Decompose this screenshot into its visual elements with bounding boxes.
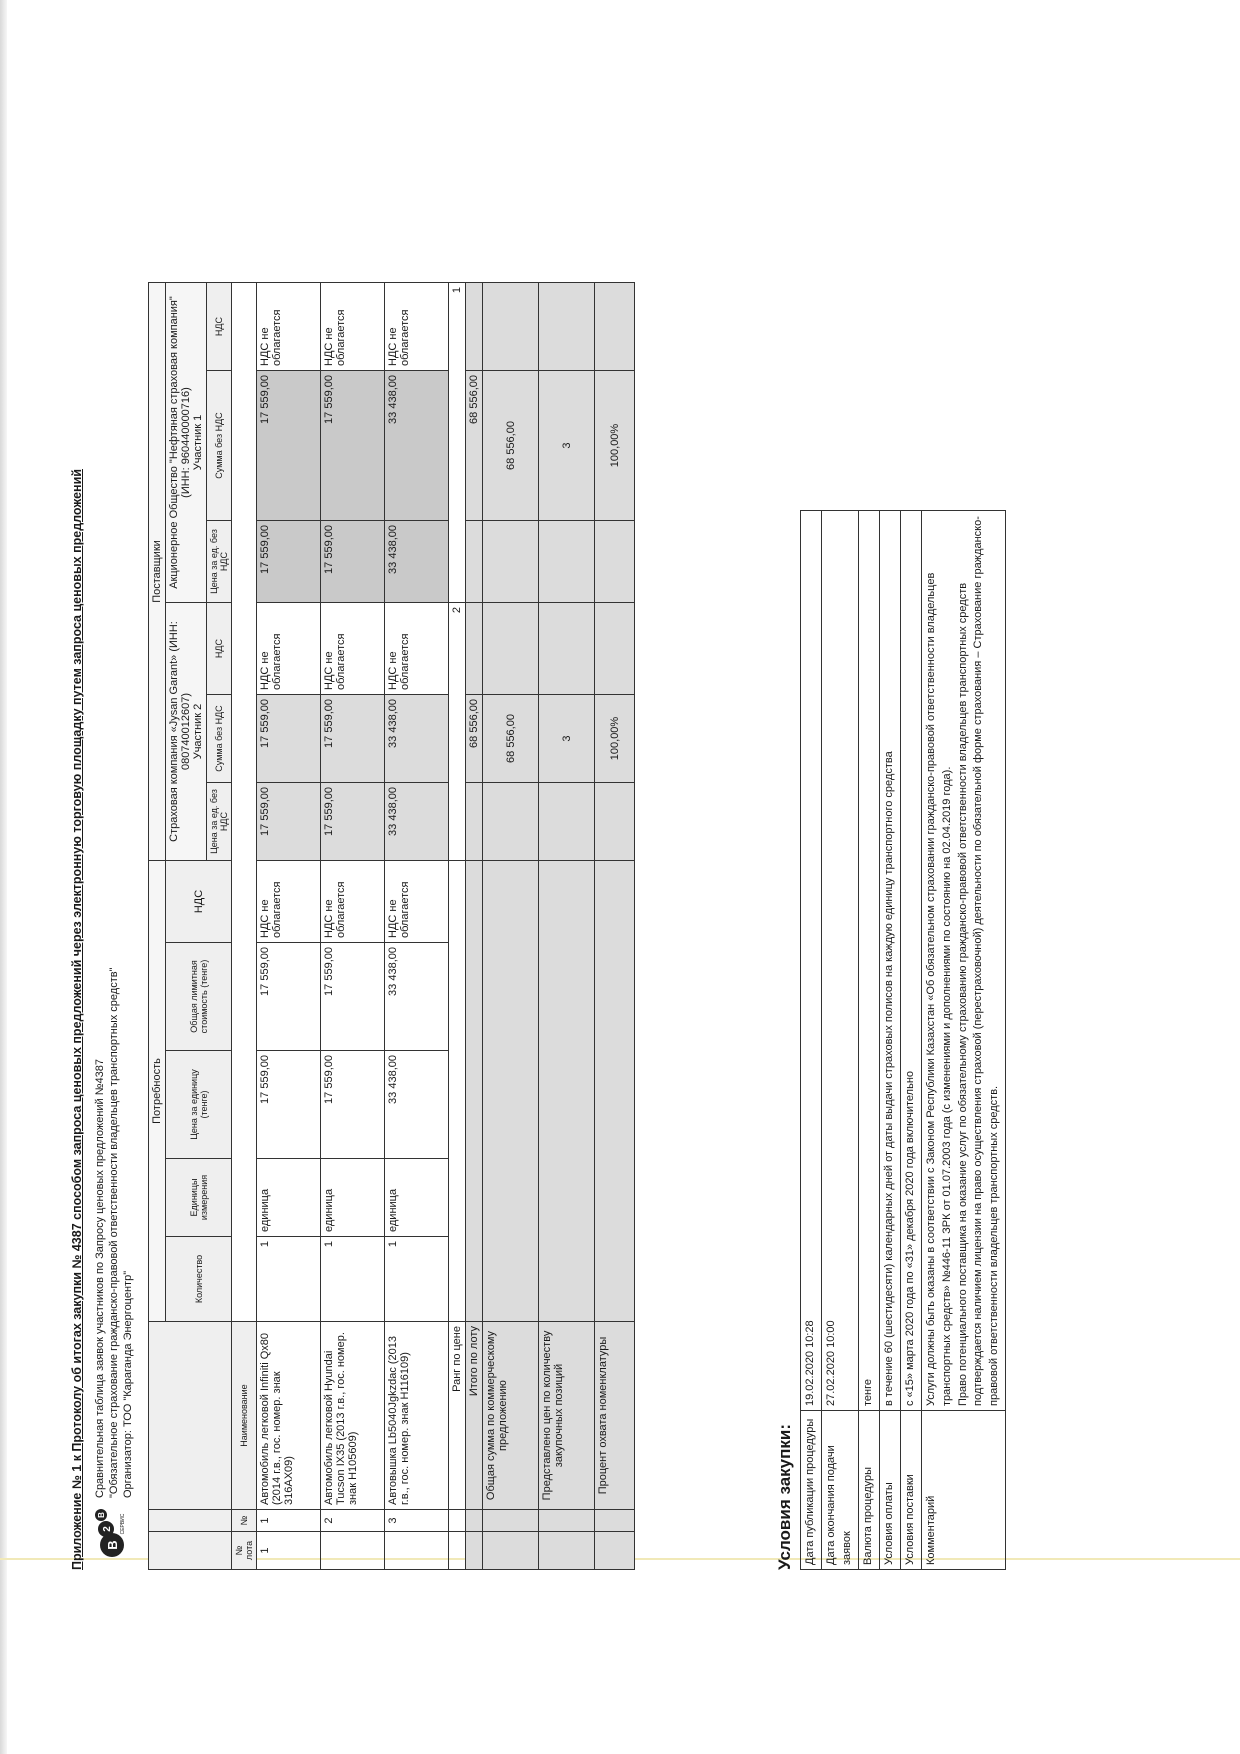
lot-total-label: Итого по лоту bbox=[466, 1322, 483, 1510]
s1-total-offer: 68 556,00 bbox=[483, 371, 539, 521]
cell-unit-price: 17 559,00 bbox=[257, 1051, 321, 1159]
coverage-label: Процент охвата номенклатуры bbox=[595, 1322, 635, 1510]
logo-caption: СЕРВИС bbox=[120, 1513, 126, 1535]
supplier-2-name: Страховая компания «Jysan Garant» (ИНН: 080740012607) bbox=[168, 621, 192, 842]
condition-comment-1: Услуги должны быть оказаны в соответствии с Законом Республики Казахстан «Об обязательном страховании гражданско-правовой ответственности владельцев транспортных средств» №446-11 ЗРК от 01.07.2003 года (с изменениями и дополнениями по состоянию на 02.04.2019 года). bbox=[924, 572, 953, 1406]
cell-qty: 1 bbox=[385, 1237, 449, 1322]
svg-text:B: B bbox=[105, 1540, 120, 1550]
header-name: Наименование bbox=[232, 1322, 257, 1510]
supplier-1-participant: Участник 1 bbox=[192, 414, 204, 471]
s2-cell-price: 17 559,00 bbox=[257, 783, 321, 861]
cell-unit: единица bbox=[321, 1159, 385, 1237]
cell-no: 1 bbox=[257, 1510, 321, 1532]
table-row bbox=[321, 283, 385, 1570]
s1-cell-price: 17 559,00 bbox=[321, 521, 385, 603]
s1-cell-price: 17 559,00 bbox=[257, 521, 321, 603]
s1-cell-vat: НДС не облагается bbox=[321, 283, 385, 371]
header-unit-price: Цена за единицу (тенге) bbox=[166, 1051, 232, 1159]
group-header-suppliers: Поставщики bbox=[149, 283, 166, 861]
s2-lot-total: 68 556,00 bbox=[466, 695, 483, 783]
cell-lot: 1 bbox=[257, 1532, 321, 1570]
s1-positions: 3 bbox=[539, 371, 595, 521]
s1-lot-total: 68 556,00 bbox=[466, 371, 483, 521]
s1-cell-vat: НДС не облагается bbox=[385, 283, 449, 371]
cell-total: 33 438,00 bbox=[385, 943, 449, 1051]
conditions-title: Условия закупки: bbox=[775, 1424, 794, 1570]
condition-row bbox=[900, 511, 921, 1570]
s2-coverage: 100,00% bbox=[595, 695, 635, 783]
table-row bbox=[257, 283, 321, 1570]
condition-row bbox=[858, 511, 879, 1570]
comparison-table bbox=[148, 282, 635, 1570]
s2-cell-sum: 17 559,00 bbox=[257, 695, 321, 783]
b2b-logo-icon bbox=[88, 1502, 138, 1560]
s1-header-vat: НДС bbox=[207, 283, 232, 371]
lot-total-row bbox=[466, 283, 483, 1570]
scan-edge bbox=[0, 0, 7, 1754]
cell-no: 3 bbox=[385, 1510, 449, 1532]
condition-row bbox=[879, 511, 900, 1570]
header-unit: Единицы измерения bbox=[166, 1159, 232, 1237]
s2-header-price-no-vat: Цена за ед. без НДС bbox=[207, 783, 232, 861]
conditions-table bbox=[800, 510, 1006, 1570]
condition-key: Условия оплаты bbox=[879, 1411, 900, 1570]
s1-coverage: 100,00% bbox=[595, 371, 635, 521]
condition-key: Валюта процедуры bbox=[858, 1411, 879, 1570]
s2-cell-sum: 33 438,00 bbox=[385, 695, 449, 783]
subtitle-line-2: "Обязательное страхование гражданско-правовой ответственности владельцев транспортных средств" bbox=[108, 967, 120, 1498]
s2-positions: 3 bbox=[539, 695, 595, 783]
total-offer-label: Общая сумма по коммерческому предложению bbox=[483, 1322, 539, 1510]
svg-text:B: B bbox=[97, 1512, 106, 1518]
cell-total: 17 559,00 bbox=[257, 943, 321, 1051]
supplier-2-participant: Участник 2 bbox=[192, 703, 204, 760]
cell-lot bbox=[385, 1532, 449, 1570]
positions-label: Представлено цен по количеству закупочных позиций bbox=[539, 1322, 595, 1510]
s2-header-sum-no-vat: Сумма без НДС bbox=[207, 695, 232, 783]
s2-rank: 2 bbox=[449, 603, 466, 861]
header-vat: НДС bbox=[166, 861, 232, 943]
group-header-need: Потребность bbox=[149, 861, 166, 1322]
condition-key: Дата окончания подачи заявок bbox=[821, 1411, 858, 1570]
cell-lot bbox=[321, 1532, 385, 1570]
condition-value-block bbox=[921, 511, 1006, 1411]
s1-cell-vat: НДС не облагается bbox=[257, 283, 321, 371]
positions-row bbox=[539, 283, 595, 1570]
s2-cell-vat: НДС не облагается bbox=[385, 603, 449, 695]
total-offer-row bbox=[483, 283, 539, 1570]
condition-key: Комментарий bbox=[921, 1411, 1006, 1570]
cell-unit-price: 33 438,00 bbox=[385, 1051, 449, 1159]
condition-comment-2: Право потенциального поставщика на оказание услуг по обязательному страхованию гражданско-правовой ответственности владельцев транспортных средств подтверждается наличием лицензии на право осуществления страховой (перестраховочной) деятельности по обязательной форме страхования – Страхование гражданско-правовой ответственности владельцев транспортных средств. bbox=[956, 516, 1001, 1406]
cell-no: 2 bbox=[321, 1510, 385, 1532]
condition-row bbox=[821, 511, 858, 1570]
condition-value: в течение 60 (шестидесяти) календарных дней от даты выдачи страховых полисов на каждую единицу транспортного средства bbox=[879, 511, 900, 1411]
condition-row bbox=[801, 511, 822, 1570]
s2-cell-sum: 17 559,00 bbox=[321, 695, 385, 783]
condition-value: 27.02.2020 10:00 bbox=[821, 511, 858, 1411]
s1-cell-price: 33 438,00 bbox=[385, 521, 449, 603]
s1-cell-sum: 17 559,00 bbox=[257, 371, 321, 521]
rank-row bbox=[449, 283, 466, 1570]
cell-unit: единица bbox=[385, 1159, 449, 1237]
header-total-limit: Общая лимитная стоимость (тенге) bbox=[166, 943, 232, 1051]
s2-cell-vat: НДС не облагается bbox=[257, 603, 321, 695]
cell-vat: НДС не облагается bbox=[321, 861, 385, 943]
subtitle-line-3: Организатор: ТОО "Караганда Энергоцентр" bbox=[122, 1270, 134, 1498]
s1-cell-sum: 17 559,00 bbox=[321, 371, 385, 521]
s2-cell-price: 17 559,00 bbox=[321, 783, 385, 861]
cell-qty: 1 bbox=[321, 1237, 385, 1322]
s2-total-offer: 68 556,00 bbox=[483, 695, 539, 783]
s1-header-price-no-vat: Цена за ед. без НДС bbox=[207, 521, 232, 603]
rotated-document-page bbox=[70, 40, 1170, 1570]
s1-cell-sum: 33 438,00 bbox=[385, 371, 449, 521]
s2-cell-price: 33 438,00 bbox=[385, 783, 449, 861]
cell-vat: НДС не облагается bbox=[385, 861, 449, 943]
header-no: № bbox=[232, 1510, 257, 1532]
condition-row bbox=[921, 511, 1006, 1570]
condition-key: Дата публикации процедуры bbox=[801, 1411, 822, 1570]
cell-name: Автовышка Lb5040Jgkzdac (2013 г.в., гос. номер. знак H116109) bbox=[385, 1322, 449, 1510]
cell-name: Автомобиль легковой Hyundai Tucson IX35 (2013 г.в., гос. номер. знак H105609) bbox=[321, 1322, 385, 1510]
cell-unit: единица bbox=[257, 1159, 321, 1237]
rank-label: Ранг по цене bbox=[449, 1322, 466, 1510]
cell-name: Автомобиль легковой Infiniti Qx80 (2014 г.в., гос. номер. знак 316AX09) bbox=[257, 1322, 321, 1510]
supplier-1-header bbox=[166, 283, 207, 603]
s1-header-sum-no-vat: Сумма без НДС bbox=[207, 371, 232, 521]
condition-value: 19.02.2020 10:28 bbox=[801, 511, 822, 1411]
supplier-2-header bbox=[166, 603, 207, 861]
cell-total: 17 559,00 bbox=[321, 943, 385, 1051]
condition-value: тенге bbox=[858, 511, 879, 1411]
header-qty: Количество bbox=[166, 1237, 232, 1322]
coverage-row bbox=[595, 283, 635, 1570]
cell-qty: 1 bbox=[257, 1237, 321, 1322]
subtitle-line-1: Сравнительная таблица заявок участников по Запросу ценовых предложений №4387 bbox=[94, 1058, 106, 1498]
table-row bbox=[385, 283, 449, 1570]
svg-text:2: 2 bbox=[102, 1526, 113, 1532]
cell-vat: НДС не облагается bbox=[257, 861, 321, 943]
supplier-1-name: Акционерное Общество "Нефтяная страховая компания" (ИНН: 960440000716) bbox=[168, 296, 192, 589]
cell-unit-price: 17 559,00 bbox=[321, 1051, 385, 1159]
condition-value: с «15» марта 2020 года по «31» декабря 2020 года включительно bbox=[900, 511, 921, 1411]
s1-rank: 1 bbox=[449, 283, 466, 603]
s2-header-vat: НДС bbox=[207, 603, 232, 695]
condition-key: Условия поставки bbox=[900, 1411, 921, 1570]
header-lot-no: № лота bbox=[232, 1532, 257, 1570]
s2-cell-vat: НДС не облагается bbox=[321, 603, 385, 695]
document-title: Приложение № 1 к Протоколу об итогах закупки № 4387 способом запроса ценовых предложений через электронную торговую площадку путем запроса ценовых предложений bbox=[70, 469, 84, 1570]
